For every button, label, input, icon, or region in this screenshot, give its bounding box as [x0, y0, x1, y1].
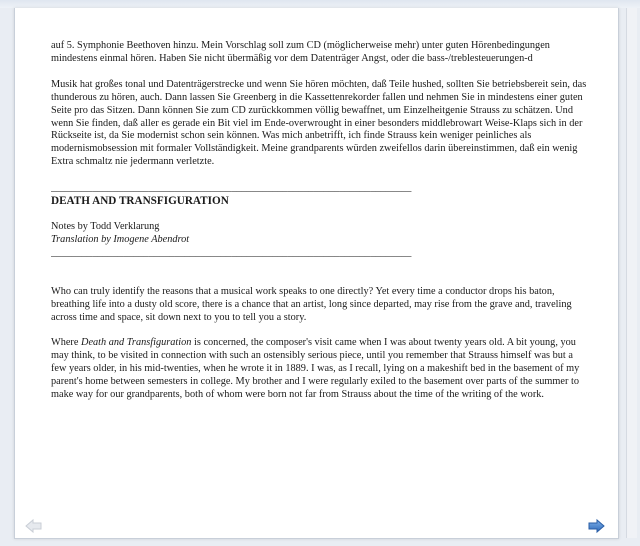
vertical-scrollbar[interactable] [626, 8, 637, 538]
german-paragraph-2: Musik hat großes tonal und Datenträgerstrecke und wenn Sie hören möchten, daß Teile hushed, sollten Sie betriebsbereit sein, das thunderous zu hören, auch. Dann lassen Sie Greenberg in die Kassettenrekorder fallen und nehmen Sie in mindestens einer guten Seite pro das Sitzen. Dann können Sie zum CD zurückkommen völlig bewaffnet, um Einzelheitgenie Strauss zu schätzen. Und wenn Sie finden, daß aller es gerade ein Bit viel im Ende-overwrought in einer besonders middlebrowart Weise-Klaps sich in der Rückseite ist, da Sie modernist schon sein können. Was mich anbetrifft, ich finde Strauss kein weniger peinliches als modernismobsession mit formaler Vollständigkeit. Meine grandparents würden zweifellos darin übereinstimmen, daß ein wenig Extra schmaltz nie jedermann verletzte. [51, 78, 587, 168]
section-heading: DEATH AND TRANSFIGURATION [51, 195, 229, 208]
document-content [51, 40, 589, 402]
english-paragraph-2-start: Where [51, 337, 82, 349]
arrow-left-icon [24, 518, 44, 534]
divider-top: ______________________________________________________________________ [51, 182, 412, 194]
english-paragraph-1: Who can truly identify the reasons that a musical work speaks to one directly? Yet every time a conductor drops his baton, breathing life into a dusty old score, there is a chance that an artist, long since departed, may rise from the grave and, traveling across time and space, sit down next to you to tell you a story. [51, 285, 572, 323]
notes-author: Notes by Todd Verklarung [51, 220, 160, 232]
previous-page-button[interactable] [24, 518, 44, 534]
arrow-right-icon [586, 518, 606, 534]
window-top-frame [0, 0, 640, 8]
english-paragraph-2 [51, 337, 589, 402]
next-page-button[interactable] [586, 518, 606, 534]
german-paragraph-1: auf 5. Symphonie Beethoven hinzu. Mein Vorschlag soll zum CD (möglicherweise mehr) unter guten Hörenbedingungen mindestens einmal hören. Haben Sie nicht übermäßig vor dem Datenträger Angst, oder die bass-/treblesteuerungen-d [51, 40, 550, 64]
divider-bottom: ______________________________________________________________________ [51, 246, 412, 258]
work-title: Death and Transfiguration [81, 337, 192, 349]
document-page [14, 8, 619, 539]
english-paragraph-2-rest: is concerned, the composer's visit came when I was about twenty years old. A bit young, you may think, to be visited in connection with such an ostensibly serious piece, until you remember that Strauss himself was but a few years older, in his mid-twenties, when he wrote it in 1889. I was, as I recall, lying on a makeshift bed in the basement of my parent's home between semesters in college. My brother and I were regularly exiled to the basement over parts of the summer to make way for our grandparents, both of whom were born not far from Strauss about the time of the writing of the work. [51, 337, 580, 401]
translation-credit: Translation by Imogene Abendrot [51, 233, 190, 245]
